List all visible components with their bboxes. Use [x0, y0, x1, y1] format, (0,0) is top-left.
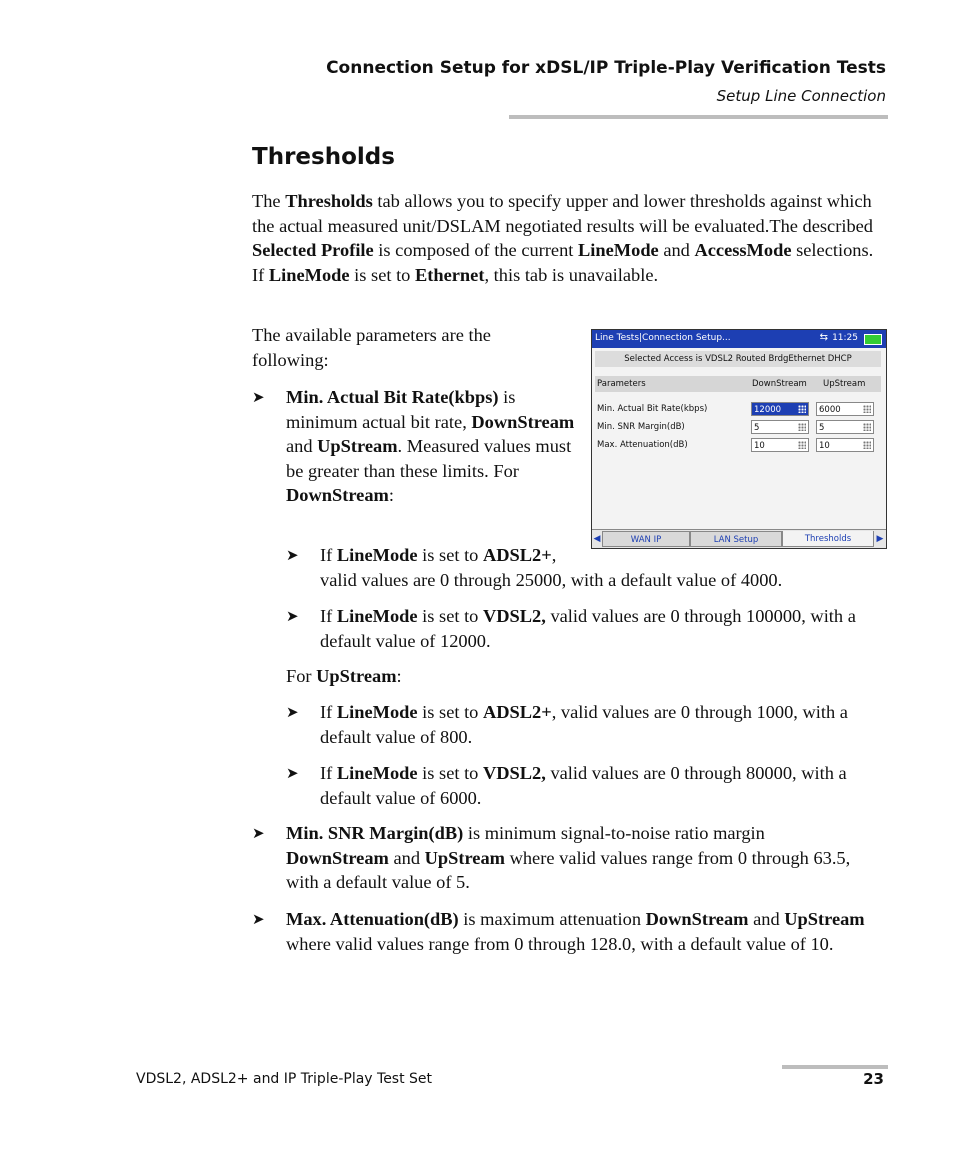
col-parameters: Parameters: [597, 379, 646, 389]
snr-up-field[interactable]: 5: [816, 420, 874, 434]
bullet-arrow-icon: [286, 604, 299, 629]
bitrate-down-field[interactable]: 12000: [751, 402, 809, 416]
screen-time: 11:25: [832, 333, 858, 343]
row-label: Min. SNR Margin(dB): [597, 422, 685, 432]
intro-paragraph: The Thresholds tab allows you to specify upper and lower thresholds against which the actual measured unit/DSLAM negotiated results will be evaluated.The described Selected Profile is composed of the current LineMode and AccessMode selections. If LineMode is set to Ethernet, this tab is unavailable.: [252, 191, 874, 285]
thresholds-screenshot: [591, 329, 887, 549]
col-downstream: DownStream: [752, 379, 807, 389]
header-rule: [509, 115, 888, 119]
bullet-min-bit-rate: Min. Actual Bit Rate(kbps) is minimum actual bit rate, DownStream and UpStream. Measured values must be greater than these limits. For DownStream:: [286, 387, 575, 506]
sub-bullet-upstream-vdsl2: If LineMode is set to VDSL2, valid values are 0 through 80000, with a default value of 6000.: [320, 763, 847, 808]
parameters-header: [595, 376, 881, 392]
bullet-snr-margin: Min. SNR Margin(dB) is minimum signal-to-noise ratio margin DownStream and UpStream where valid values range from 0 through 63.5, with a default value of 5.: [286, 823, 851, 893]
bullet-arrow-icon: [252, 907, 265, 932]
for-upstream-label: For UpStream:: [286, 666, 402, 686]
row-label: Max. Attenuation(dB): [597, 440, 688, 450]
running-header-subtitle: Setup Line Connection: [716, 87, 886, 105]
tab-lan-setup[interactable]: LAN Setup: [690, 531, 782, 547]
screen-title: Line Tests|Connection Setup...: [595, 333, 731, 343]
selected-access-banner: Selected Access is VDSL2 Routed BrdgEthernet DHCP: [595, 351, 881, 367]
atten-up-field[interactable]: 10: [816, 438, 874, 452]
row-label: Min. Actual Bit Rate(kbps): [597, 404, 708, 414]
available-paragraph: The available parameters are the following:: [252, 325, 491, 370]
bullet-arrow-icon: [252, 385, 265, 410]
page-number: 23: [863, 1070, 884, 1088]
scroll-left-icon[interactable]: ◀: [593, 534, 601, 544]
sub-bullet-downstream-vdsl2: If LineMode is set to VDSL2, valid values are 0 through 100000, with a default value of 12000.: [320, 606, 856, 651]
running-header-title: Connection Setup for xDSL/IP Triple-Play Verification Tests: [326, 58, 886, 78]
bullet-arrow-icon: [286, 700, 299, 725]
footer-rule: [782, 1065, 888, 1069]
network-icon: ⇆: [819, 332, 828, 343]
battery-icon: [864, 334, 882, 345]
bullet-arrow-icon: [286, 761, 299, 786]
sub-bullet-downstream-adsl2: If LineMode is set to ADSL2+, valid values are 0 through 25000, with a default value of 4000.: [320, 545, 783, 590]
snr-down-field[interactable]: 5: [751, 420, 809, 434]
scroll-right-icon[interactable]: ▶: [876, 534, 884, 544]
footer-product-name: VDSL2, ADSL2+ and IP Triple-Play Test Set: [136, 1071, 433, 1087]
screen-titlebar: [592, 330, 886, 348]
col-upstream: UpStream: [823, 379, 866, 389]
bullet-arrow-icon: [252, 821, 265, 846]
bitrate-up-field[interactable]: 6000: [816, 402, 874, 416]
atten-down-field[interactable]: 10: [751, 438, 809, 452]
bullet-arrow-icon: [286, 543, 299, 568]
tab-wan-ip[interactable]: WAN IP: [602, 531, 690, 547]
tab-thresholds[interactable]: Thresholds: [782, 531, 874, 547]
section-title: Thresholds: [252, 144, 395, 170]
bullet-max-attenuation: Max. Attenuation(dB) is maximum attenuation DownStream and UpStream where valid values range from 0 through 128.0, with a default value of 10.: [286, 909, 865, 954]
sub-bullet-upstream-adsl2: If LineMode is set to ADSL2+, valid values are 0 through 1000, with a default value of 800.: [320, 702, 848, 747]
